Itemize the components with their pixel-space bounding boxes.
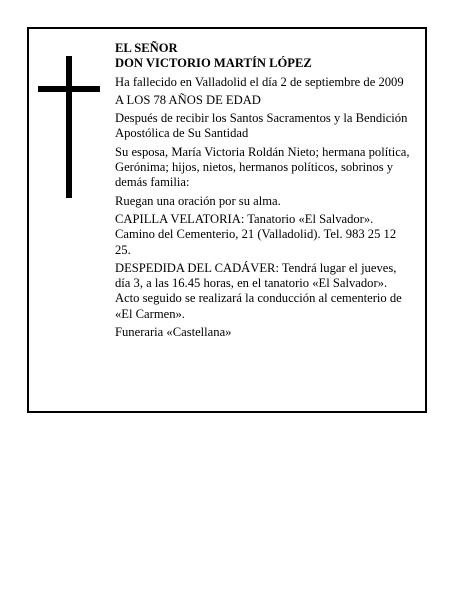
death-announcement: Ha fallecido en Valladolid el día 2 de septiembre de 2009	[115, 74, 404, 89]
latin-cross-icon	[38, 56, 100, 198]
cross-vertical-bar	[66, 56, 72, 198]
prayer-request: Ruegan una oración por su alma.	[115, 193, 281, 208]
farewell-info: DESPEDIDA DEL CADÁVER: Tendrá lugar el jueves, día 3, a las 16.45 horas, en el tanatorio «El Salvador». Acto seguido se realizará la conducción al cementerio de «El Carmen».	[115, 260, 402, 321]
deceased-name: DON VICTORIO MARTÍN LÓPEZ	[115, 56, 312, 71]
cross-horizontal-bar	[38, 86, 100, 92]
obituary-notice	[27, 27, 427, 413]
funeral-home: Funeraria «Castellana»	[115, 325, 232, 340]
sacraments-line: Después de recibir los Santos Sacramentos y la Bendición Apostólica de Su Santidad	[115, 111, 408, 141]
wake-chapel-info: CAPILLA VELATORIA: Tanatorio «El Salvador». Camino del Cementerio, 21 (Valladolid). Tel. 983 25 12 25.	[115, 211, 397, 257]
notice-text	[115, 41, 411, 343]
family-line: Su esposa, María Victoria Roldán Nieto; hermana política, Gerónima; hijos, nietos, hermanos políticos, sobrinos y demás familia:	[115, 144, 410, 190]
deceased-title: EL SEÑOR	[115, 41, 178, 55]
age-line: A LOS 78 AÑOS DE EDAD	[115, 92, 261, 107]
